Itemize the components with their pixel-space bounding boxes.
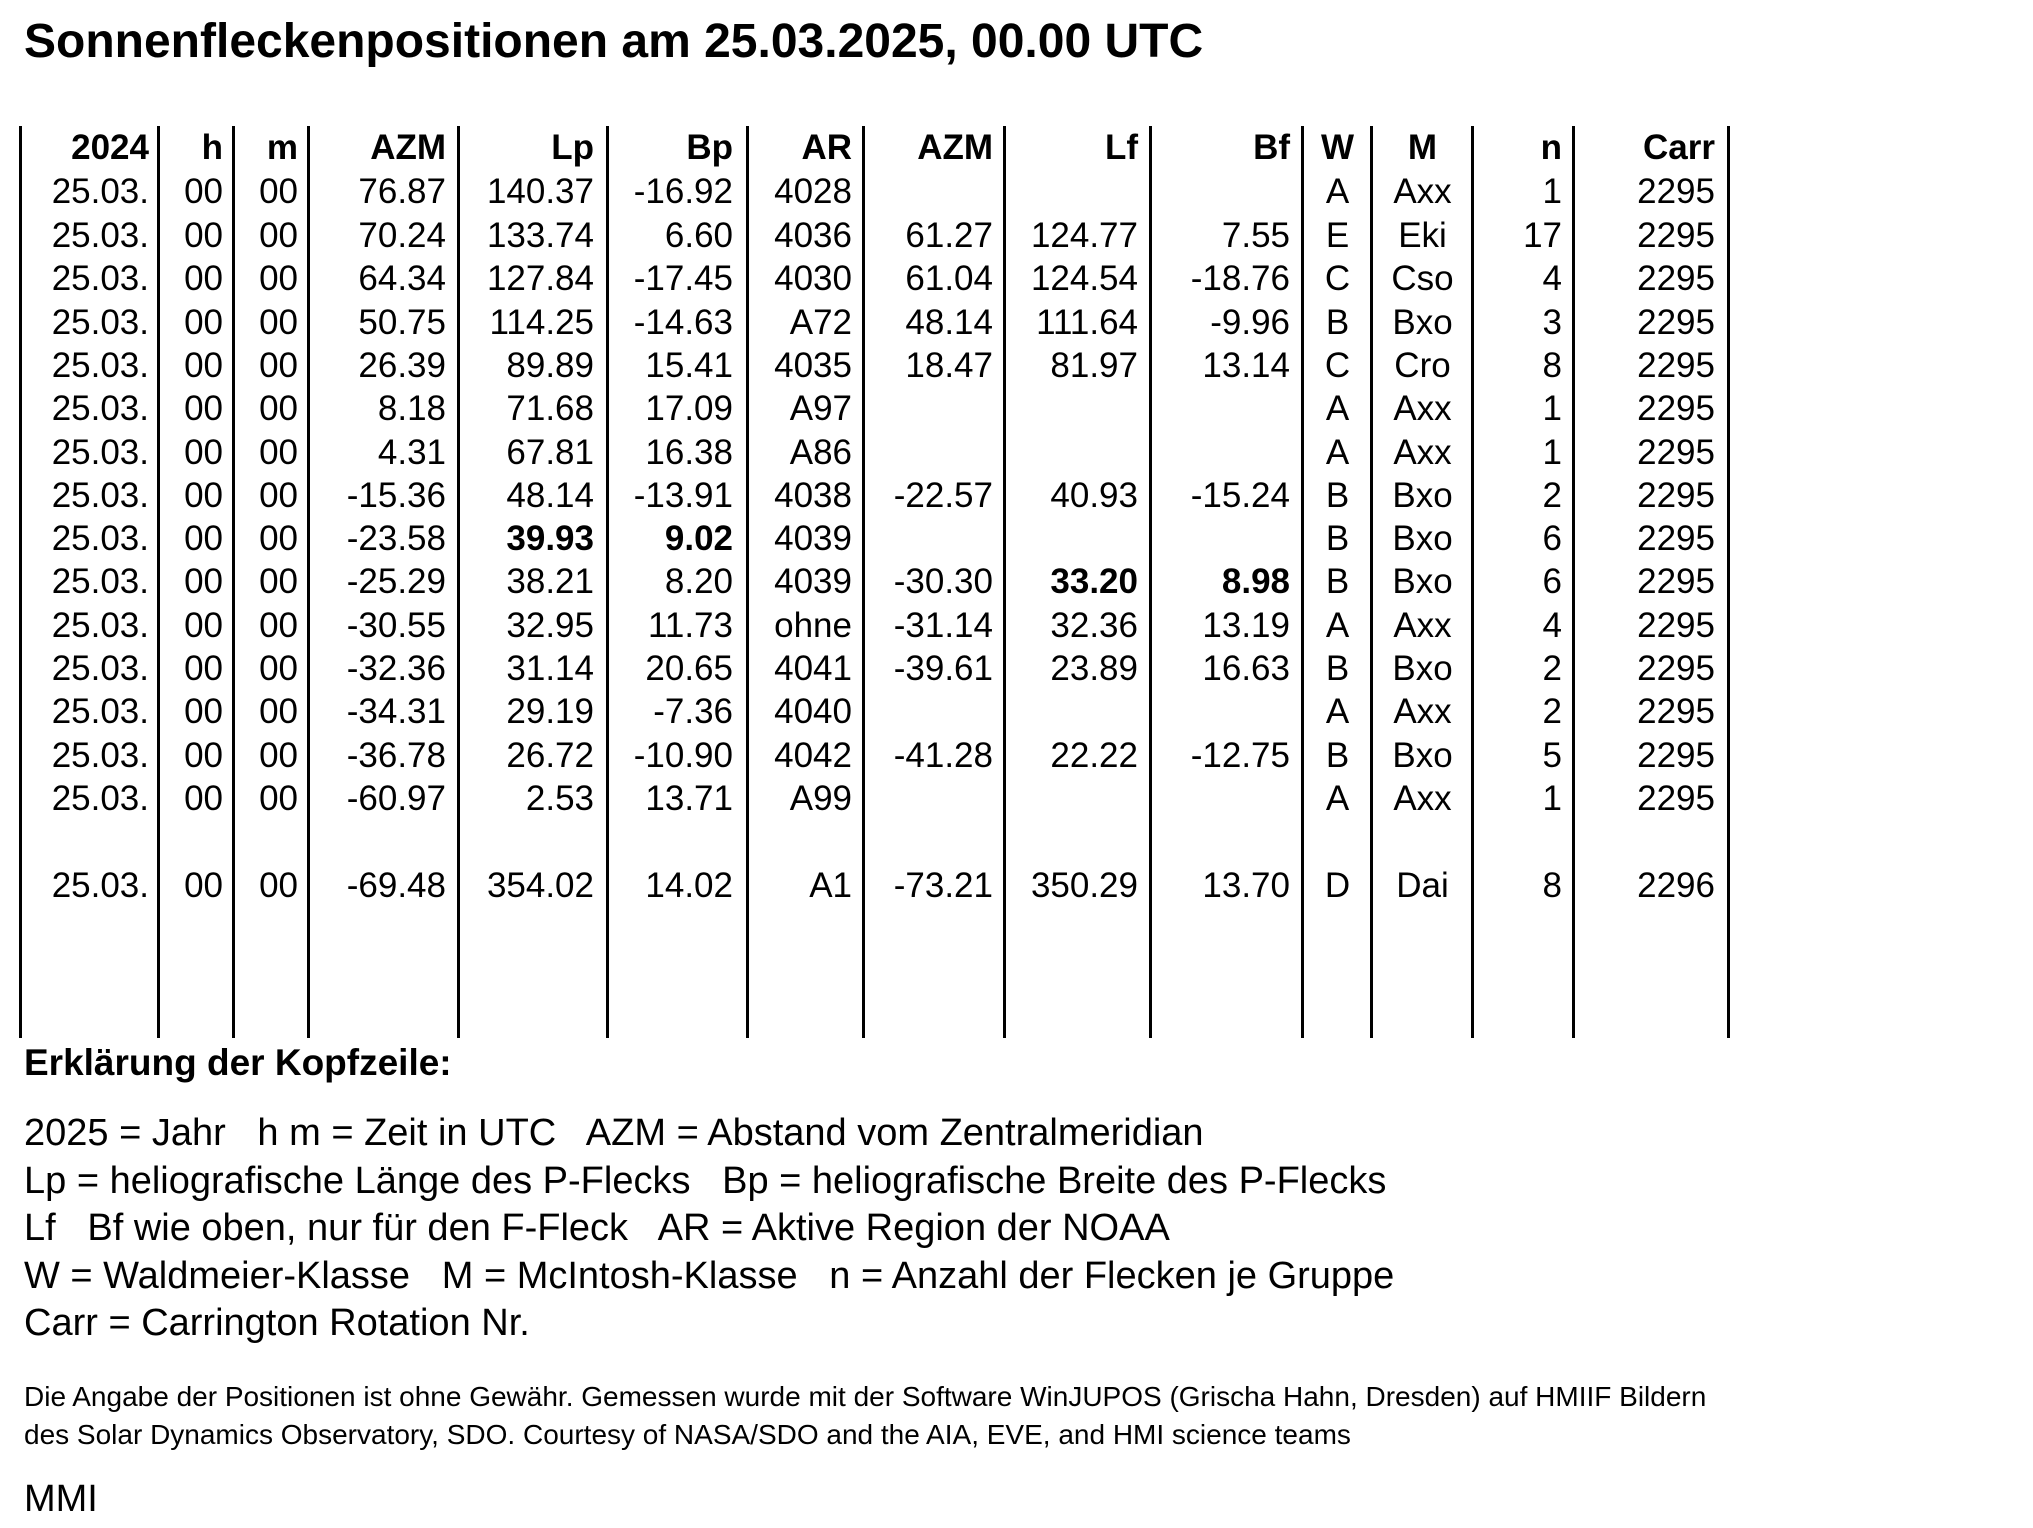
cell-carrington: 2295 <box>1637 433 1715 472</box>
cell-bp: -10.90 <box>633 736 733 775</box>
cell-carrington: 2295 <box>1637 346 1715 385</box>
cell-date: 25.03. <box>51 779 149 818</box>
cell-count: 1 <box>1542 433 1562 472</box>
cell-bf <box>1152 690 1290 733</box>
cell-azm-f: -30.30 <box>893 562 993 601</box>
cell-minute: 00 <box>259 606 298 645</box>
cell-azm-p: -15.36 <box>346 476 446 515</box>
cell-date: 25.03. <box>51 562 149 601</box>
cell-lf: 81.97 <box>1050 346 1138 385</box>
cell-bf: -18.76 <box>1190 259 1290 298</box>
cell-lp: 2.53 <box>525 779 594 818</box>
cell-date: 25.03. <box>51 389 149 428</box>
cell-count: 1 <box>1542 389 1562 428</box>
cell-azm-f: 61.04 <box>905 259 993 298</box>
cell-minute: 00 <box>259 866 298 905</box>
cell-bf <box>1152 431 1290 474</box>
cell-minute: 00 <box>259 433 298 472</box>
cell-ar: 4035 <box>774 346 852 385</box>
cell-count: 3 <box>1542 303 1562 342</box>
cell-date: 25.03. <box>51 433 149 472</box>
cell-lp: 48.14 <box>506 476 594 515</box>
cell-date: 25.03. <box>51 736 149 775</box>
table-row <box>0 690 1760 733</box>
cell-mcintosh: Dai <box>1396 866 1449 905</box>
cell-azm-p: 64.34 <box>358 259 446 298</box>
cell-mcintosh: Bxo <box>1392 562 1453 601</box>
cell-date: 25.03. <box>51 476 149 515</box>
cell-lf <box>1006 517 1138 560</box>
cell-lf <box>1006 690 1138 733</box>
table-row <box>0 517 1760 560</box>
cell-count: 8 <box>1542 866 1562 905</box>
cell-ar: 4038 <box>774 476 852 515</box>
cell-bf: -15.24 <box>1190 476 1290 515</box>
cell-hour: 00 <box>184 562 223 601</box>
cell-bp: -14.63 <box>633 303 733 342</box>
cell-mcintosh: Eki <box>1398 216 1447 255</box>
cell-mcintosh: Axx <box>1393 779 1452 818</box>
table-row <box>0 474 1760 517</box>
cell-date: 25.03. <box>51 303 149 342</box>
cell-hour: 00 <box>184 303 223 342</box>
table-row <box>0 214 1760 257</box>
legend <box>24 1110 1394 1348</box>
cell-carrington: 2295 <box>1637 606 1715 645</box>
cell-carrington: 2295 <box>1637 303 1715 342</box>
cell-bf: 13.14 <box>1202 346 1290 385</box>
cell-minute: 00 <box>259 389 298 428</box>
cell-mcintosh: Cso <box>1391 259 1454 298</box>
cell-hour: 00 <box>184 649 223 688</box>
cell-minute: 00 <box>259 736 298 775</box>
header-mcintosh: M <box>1407 128 1438 167</box>
cell-waldmeier: B <box>1325 519 1350 558</box>
cell-ar: A97 <box>789 389 852 428</box>
cell-mcintosh: Bxo <box>1392 476 1453 515</box>
cell-count: 2 <box>1542 692 1562 731</box>
cell-azm-f <box>865 690 993 733</box>
cell-date: 25.03. <box>51 259 149 298</box>
cell-count: 8 <box>1542 346 1562 385</box>
cell-lf: 40.93 <box>1050 476 1138 515</box>
cell-azm-p: 8.18 <box>377 389 446 428</box>
cell-carrington: 2296 <box>1637 866 1715 905</box>
cell-lp: 26.72 <box>506 736 594 775</box>
cell-bf <box>1152 170 1290 213</box>
cell-lf: 124.77 <box>1030 216 1138 255</box>
cell-mcintosh: Axx <box>1393 389 1452 428</box>
disclaimer <box>24 1378 1706 1454</box>
cell-waldmeier: A <box>1325 389 1350 428</box>
header-bf: Bf <box>1253 128 1290 167</box>
cell-lp: 140.37 <box>486 172 594 211</box>
cell-ar: 4040 <box>774 692 852 731</box>
table-row <box>0 777 1760 820</box>
cell-bp: 13.71 <box>645 779 733 818</box>
cell-date: 25.03. <box>51 172 149 211</box>
cell-count: 1 <box>1542 779 1562 818</box>
cell-bf: 13.70 <box>1202 866 1290 905</box>
legend-title: Erklärung der Kopfzeile: <box>24 1042 452 1083</box>
cell-carrington: 2295 <box>1637 259 1715 298</box>
cell-date: 25.03. <box>51 346 149 385</box>
cell-minute: 00 <box>259 692 298 731</box>
cell-bf <box>1152 517 1290 560</box>
cell-mcintosh: Bxo <box>1392 649 1453 688</box>
table-row <box>0 431 1760 474</box>
cell-lf <box>1006 777 1138 820</box>
cell-waldmeier: B <box>1325 649 1350 688</box>
cell-minute: 00 <box>259 519 298 558</box>
cell-azm-f: 61.27 <box>905 216 993 255</box>
cell-azm-f: -39.61 <box>893 649 993 688</box>
page-title: Sonnenfleckenpositionen am 25.03.2025, 00.00 UTC <box>24 15 1204 68</box>
cell-lp: 354.02 <box>486 866 594 905</box>
cell-bp: 20.65 <box>645 649 733 688</box>
cell-azm-f <box>865 777 993 820</box>
table-header-row <box>0 126 1760 169</box>
table-row <box>0 387 1760 430</box>
cell-minute: 00 <box>259 216 298 255</box>
cell-carrington: 2295 <box>1637 216 1715 255</box>
legend-line: 2025 = Jahr h m = Zeit in UTC AZM = Abstand vom Zentralmeridian <box>24 1112 1204 1154</box>
header-azm-p: AZM <box>370 128 446 167</box>
cell-carrington: 2295 <box>1637 779 1715 818</box>
cell-lf <box>1006 431 1138 474</box>
cell-carrington: 2295 <box>1637 519 1715 558</box>
cell-lp: 38.21 <box>506 562 594 601</box>
table-row <box>0 647 1760 690</box>
cell-date: 25.03. <box>51 216 149 255</box>
cell-azm-p: -34.31 <box>346 692 446 731</box>
cell-waldmeier: A <box>1325 606 1350 645</box>
cell-lp: 89.89 <box>506 346 594 385</box>
cell-date: 25.03. <box>51 649 149 688</box>
cell-count: 5 <box>1542 736 1562 775</box>
cell-lp: 29.19 <box>506 692 594 731</box>
cell-lp: 31.14 <box>506 649 594 688</box>
cell-bp: 9.02 <box>664 519 733 558</box>
cell-hour: 00 <box>184 346 223 385</box>
cell-bf <box>1152 387 1290 430</box>
cell-lp: 114.25 <box>489 303 594 342</box>
cell-azm-p: -36.78 <box>346 736 446 775</box>
signature: MMI <box>24 1478 98 1520</box>
cell-ar: A1 <box>809 866 852 905</box>
cell-ar: 4041 <box>774 649 852 688</box>
cell-lf: 350.29 <box>1030 866 1138 905</box>
cell-bf: 13.19 <box>1202 606 1290 645</box>
cell-mcintosh: Cro <box>1394 346 1451 385</box>
cell-lp: 71.68 <box>506 389 594 428</box>
cell-count: 4 <box>1542 259 1562 298</box>
header-carrington: Carr <box>1643 128 1715 167</box>
cell-lp: 32.95 <box>506 606 594 645</box>
cell-azm-p: -30.55 <box>346 606 446 645</box>
cell-count: 17 <box>1523 216 1562 255</box>
cell-bp: -13.91 <box>633 476 733 515</box>
cell-ar: A72 <box>789 303 852 342</box>
cell-azm-f <box>865 170 993 213</box>
cell-date: 25.03. <box>51 606 149 645</box>
cell-bp: -17.45 <box>633 259 733 298</box>
cell-ar: 4039 <box>774 562 852 601</box>
cell-ar: 4030 <box>774 259 852 298</box>
cell-azm-f: -73.21 <box>893 866 993 905</box>
cell-azm-f: -31.14 <box>893 606 993 645</box>
legend-line: Lf Bf wie oben, nur für den F-Fleck AR = Aktive Region der NOAA <box>24 1207 1170 1249</box>
cell-mcintosh: Bxo <box>1392 519 1453 558</box>
cell-count: 2 <box>1542 649 1562 688</box>
table-row <box>0 604 1760 647</box>
cell-date: 25.03. <box>51 519 149 558</box>
cell-ar: A86 <box>789 433 852 472</box>
cell-lf: 124.54 <box>1030 259 1138 298</box>
table-row <box>0 170 1760 213</box>
cell-ar: 4039 <box>774 519 852 558</box>
table-row <box>0 560 1760 603</box>
cell-hour: 00 <box>184 779 223 818</box>
cell-bf: -9.96 <box>1210 303 1290 342</box>
cell-azm-p: 4.31 <box>377 433 446 472</box>
cell-waldmeier: D <box>1324 866 1351 905</box>
cell-minute: 00 <box>259 779 298 818</box>
cell-count: 2 <box>1542 476 1562 515</box>
cell-bp: 8.20 <box>664 562 733 601</box>
cell-minute: 00 <box>259 259 298 298</box>
header-waldmeier: W <box>1320 128 1355 167</box>
cell-waldmeier: B <box>1325 303 1350 342</box>
cell-hour: 00 <box>184 433 223 472</box>
cell-minute: 00 <box>259 562 298 601</box>
cell-azm-f: 48.14 <box>905 303 993 342</box>
cell-lp: 127.84 <box>486 259 594 298</box>
cell-bf: 8.98 <box>1221 562 1290 601</box>
cell-hour: 00 <box>184 692 223 731</box>
cell-minute: 00 <box>259 649 298 688</box>
cell-bf <box>1152 777 1290 820</box>
header-count: n <box>1540 128 1562 167</box>
cell-waldmeier: A <box>1325 779 1350 818</box>
cell-hour: 00 <box>184 736 223 775</box>
cell-carrington: 2295 <box>1637 562 1715 601</box>
cell-lf: 22.22 <box>1050 736 1138 775</box>
header-azm-f: AZM <box>917 128 993 167</box>
cell-azm-p: 50.75 <box>358 303 446 342</box>
cell-mcintosh: Bxo <box>1392 303 1453 342</box>
cell-azm-f: -41.28 <box>893 736 993 775</box>
cell-minute: 00 <box>259 346 298 385</box>
cell-bp: 14.02 <box>645 866 733 905</box>
table-row <box>0 301 1760 344</box>
cell-bp: 17.09 <box>645 389 733 428</box>
cell-carrington: 2295 <box>1637 476 1715 515</box>
cell-hour: 00 <box>184 259 223 298</box>
cell-azm-f <box>865 387 993 430</box>
legend-line: W = Waldmeier-Klasse M = McIntosh-Klasse n = Anzahl der Flecken je Gruppe <box>24 1254 1395 1297</box>
cell-hour: 00 <box>184 216 223 255</box>
cell-mcintosh: Axx <box>1393 692 1452 731</box>
cell-carrington: 2295 <box>1637 389 1715 428</box>
cell-hour: 00 <box>184 476 223 515</box>
cell-lf <box>1006 387 1138 430</box>
cell-azm-f: 18.47 <box>905 346 993 385</box>
cell-bp: 11.73 <box>648 606 733 645</box>
cell-carrington: 2295 <box>1637 172 1715 211</box>
cell-azm-p: 26.39 <box>358 346 446 385</box>
cell-lp: 133.74 <box>486 216 594 255</box>
cell-waldmeier: B <box>1325 736 1350 775</box>
cell-count: 1 <box>1542 172 1562 211</box>
cell-lf: 32.36 <box>1050 606 1138 645</box>
cell-carrington: 2295 <box>1637 649 1715 688</box>
sunspot-table <box>0 126 1760 1038</box>
cell-waldmeier: B <box>1325 562 1350 601</box>
cell-ar: 4042 <box>774 736 852 775</box>
cell-waldmeier: C <box>1324 346 1351 385</box>
cell-minute: 00 <box>259 476 298 515</box>
cell-bp: -7.36 <box>653 692 733 731</box>
table-row <box>0 257 1760 300</box>
header-hour: h <box>201 128 223 167</box>
cell-ar: ohne <box>774 606 852 645</box>
cell-carrington: 2295 <box>1637 736 1715 775</box>
cell-waldmeier: C <box>1324 259 1351 298</box>
cell-count: 6 <box>1542 562 1562 601</box>
cell-lf: 111.64 <box>1036 303 1138 342</box>
cell-waldmeier: A <box>1325 172 1350 211</box>
cell-azm-p: -69.48 <box>346 866 446 905</box>
cell-lp: 39.93 <box>506 519 594 558</box>
cell-hour: 00 <box>184 389 223 428</box>
cell-bp: 16.38 <box>645 433 733 472</box>
cell-azm-p: -32.36 <box>346 649 446 688</box>
cell-lf: 23.89 <box>1050 649 1138 688</box>
cell-bf: 7.55 <box>1221 216 1290 255</box>
header-bp: Bp <box>686 128 733 167</box>
cell-mcintosh: Axx <box>1393 172 1452 211</box>
cell-azm-p: 70.24 <box>358 216 446 255</box>
cell-bf: -12.75 <box>1190 736 1290 775</box>
cell-hour: 00 <box>184 606 223 645</box>
cell-hour: 00 <box>184 172 223 211</box>
cell-waldmeier: A <box>1325 692 1350 731</box>
cell-azm-p: -60.97 <box>346 779 446 818</box>
cell-ar: A99 <box>789 779 852 818</box>
cell-waldmeier: E <box>1325 216 1350 255</box>
cell-mcintosh: Axx <box>1393 606 1452 645</box>
disclaimer-line: des Solar Dynamics Observatory, SDO. Courtesy of NASA/SDO and the AIA, EVE, and HMI science teams <box>24 1419 1351 1450</box>
header-minute: m <box>266 128 298 167</box>
cell-count: 6 <box>1542 519 1562 558</box>
cell-minute: 00 <box>259 172 298 211</box>
cell-mcintosh: Axx <box>1393 433 1452 472</box>
cell-azm-f <box>865 517 993 560</box>
cell-count: 4 <box>1542 606 1562 645</box>
cell-azm-f: -22.57 <box>893 476 993 515</box>
table-row <box>0 344 1760 387</box>
cell-mcintosh: Bxo <box>1392 736 1453 775</box>
table-row <box>0 864 1760 907</box>
cell-hour: 00 <box>184 866 223 905</box>
cell-carrington: 2295 <box>1637 692 1715 731</box>
cell-lf <box>1006 170 1138 213</box>
table-row <box>0 734 1760 777</box>
cell-azm-p: 76.87 <box>358 172 446 211</box>
cell-date: 25.03. <box>51 866 149 905</box>
cell-bp: 15.41 <box>645 346 733 385</box>
cell-azm-p: -25.29 <box>346 562 446 601</box>
cell-waldmeier: B <box>1325 476 1350 515</box>
cell-date: 25.03. <box>51 692 149 731</box>
legend-line: Lp = heliografische Länge des P-Flecks Bp = heliografische Breite des P-Flecks <box>24 1159 1387 1202</box>
cell-ar: 4036 <box>774 216 852 255</box>
cell-bf: 16.63 <box>1202 649 1290 688</box>
header-lf: Lf <box>1104 128 1138 167</box>
disclaimer-line: Die Angabe der Positionen ist ohne Gewähr. Gemessen wurde mit der Software WinJUPOS (Grischa Hahn, Dresden) auf HMIIF Bildern <box>24 1381 1707 1412</box>
legend-line: Carr = Carrington Rotation Nr. <box>24 1302 530 1344</box>
cell-azm-p: -23.58 <box>346 519 446 558</box>
cell-lp: 67.81 <box>506 433 594 472</box>
header-date: 2024 <box>71 128 149 167</box>
cell-hour: 00 <box>184 519 223 558</box>
cell-waldmeier: A <box>1325 433 1350 472</box>
cell-ar: 4028 <box>774 172 852 211</box>
cell-minute: 00 <box>259 303 298 342</box>
header-ar: AR <box>801 128 852 167</box>
header-lp: Lp <box>551 128 594 167</box>
cell-bp: 6.60 <box>664 216 733 255</box>
cell-bp: -16.92 <box>633 172 733 211</box>
cell-lf: 33.20 <box>1050 562 1138 601</box>
cell-azm-f <box>865 431 993 474</box>
